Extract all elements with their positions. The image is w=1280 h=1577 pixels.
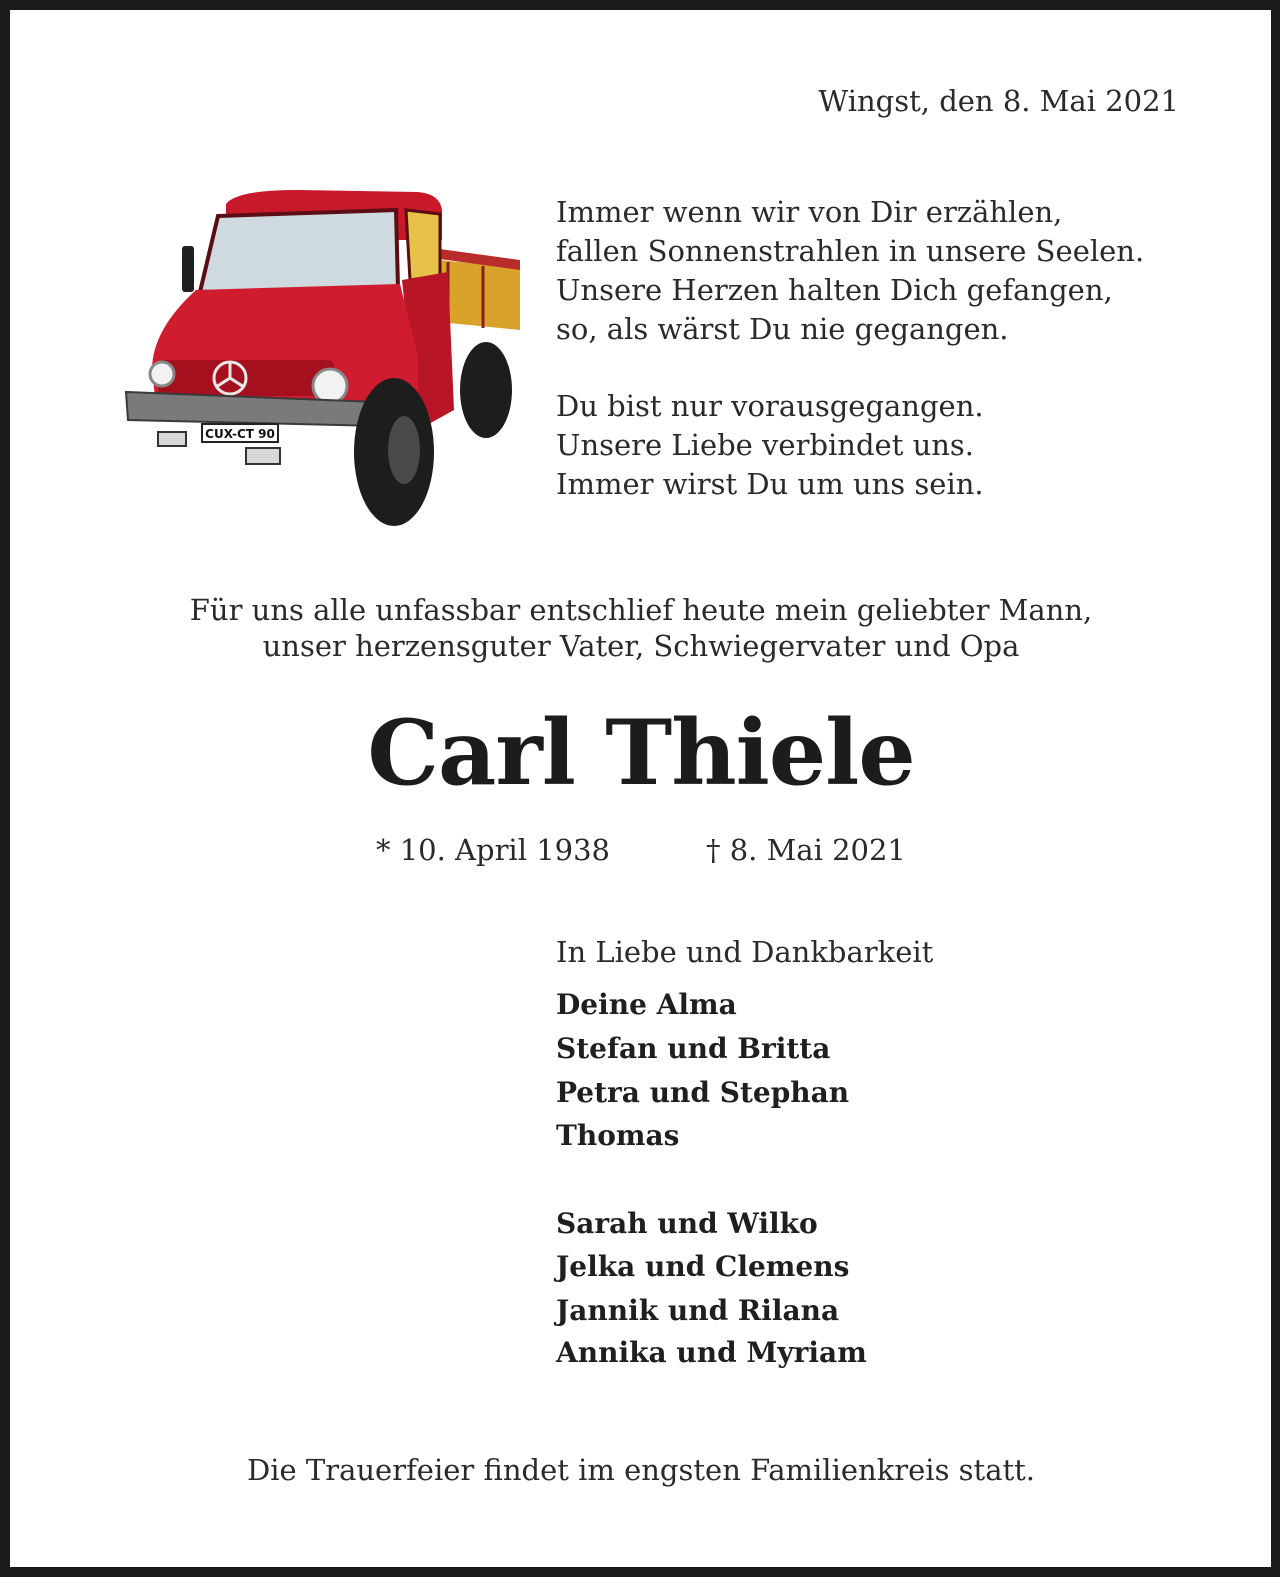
mourner-name: Petra und Stephan — [556, 1076, 850, 1109]
mourner-name: Sarah und Wilko — [556, 1207, 818, 1240]
mourner-name: Stefan und Britta — [556, 1032, 831, 1065]
funeral-note: Die Trauerfeier findet im engsten Familienkreis statt. — [246, 1453, 1036, 1487]
mourner-name: Jelka und Clemens — [556, 1250, 850, 1283]
place-date: Wingst, den 8. Mai 2021 — [818, 84, 1179, 118]
poem-line: fallen Sonnenstrahlen in unsere Seelen. — [556, 234, 1145, 268]
poem-line: Immer wirst Du um uns sein. — [556, 467, 984, 501]
mourner-name: Annika und Myriam — [556, 1336, 867, 1369]
truck-right-headlight — [313, 369, 347, 403]
truck-rear-wheel — [460, 342, 512, 438]
intro-line: unser herzensguter Vater, Schwiegervater und Opa — [262, 629, 1020, 663]
truck-left-headlight — [150, 362, 174, 386]
truck-mirror — [182, 246, 194, 292]
poem-line: so, als wärst Du nie gegangen. — [556, 312, 1009, 346]
truck-photo — [118, 180, 528, 540]
poem-line: Unsere Liebe verbindet uns. — [556, 428, 975, 462]
mourner-name: Deine Alma — [556, 988, 737, 1021]
birth-date: * 10. April 1938 — [376, 833, 610, 867]
poem-line: Immer wenn wir von Dir erzählen, — [556, 195, 1063, 229]
poem-line: Unsere Herzen halten Dich gefangen, — [556, 273, 1113, 307]
closing-phrase: In Liebe und Dankbarkeit — [556, 935, 934, 969]
poem-line: Du bist nur vorausgegangen. — [556, 389, 984, 423]
deceased-name: Carl Thiele — [367, 700, 915, 806]
poem-stanza-1 — [556, 193, 1144, 349]
death-date: † 8. Mai 2021 — [706, 833, 906, 867]
poem-stanza-2 — [556, 387, 984, 504]
license-plate-text: CUX-CT 90 — [205, 427, 275, 441]
mourner-name: Jannik und Rilana — [556, 1294, 840, 1327]
intro-line: Für uns alle unfassbar entschlief heute mein geliebter Mann, — [189, 593, 1093, 627]
mourner-name: Thomas — [556, 1119, 680, 1152]
truck-windshield — [200, 210, 398, 292]
